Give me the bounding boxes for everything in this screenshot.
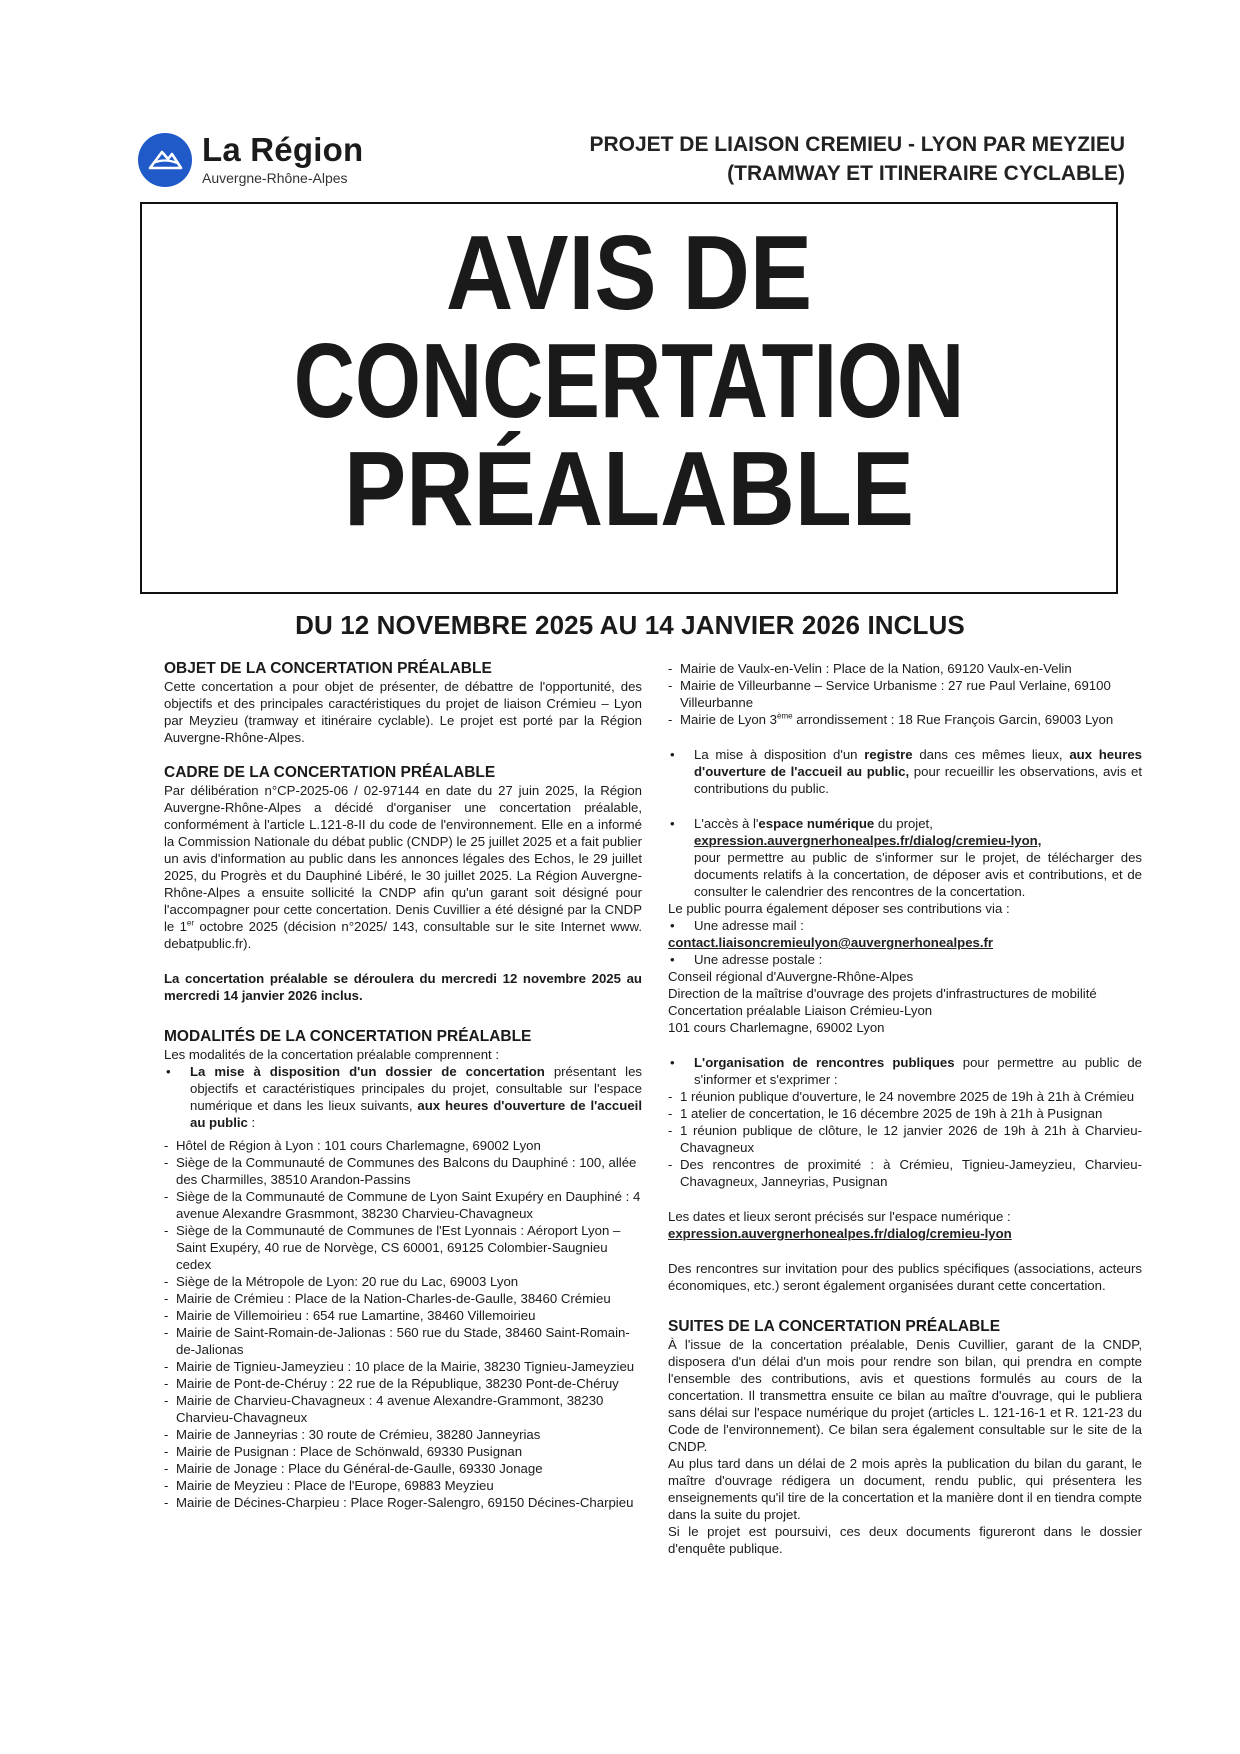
modalites-intro: Les modalités de la concertation préalable comprennent : [164, 1047, 500, 1062]
place-item: - Mairie de Pont-de-Chéruy : 22 rue de la République, 38230 Pont-de-Chéruy [164, 1376, 619, 1391]
places-list-lyon [668, 711, 1142, 728]
logo-title: La Région [202, 131, 364, 168]
place-item: - Mairie de Tignieu-Jameyzieu : 10 place de la Mairie, 38230 Tignieu-Jameyzieu [164, 1359, 635, 1374]
objet-heading: OBJET DE LA CONCERTATION PRÉALABLE [164, 660, 492, 677]
place-item: - Siège de la Communauté de Commune de Lyon Saint Exupéry en Dauphiné : 4 avenue Alexandre Grasmmont, 38230 Charvieu-Chavagneux [164, 1189, 641, 1221]
place-item: - Siège de la Communauté de Communes des Balcons du Dauphiné : 100, allée des Charmilles, 38510 Arandon-Passins [164, 1155, 637, 1187]
suites-paragraph-1: À l'issue de la concertation préalable, Denis Cuvillier, garant de la CNDP, disposera d'un délai d'un mois pour rendre son bilan, qui prendra en compte l'ensemble des contributions, avis et questions formulés au cours de la concertation. Il transmettra ensuite ce bilan au maître d'ouvrage, qui le publiera sans délai sur l'espace numérique du projet (articles L. 121-16-1 et R. 121-23 du Code de l'environnement). Ce bilan sera également consultable sur le site de la CNDP. [668, 1337, 1142, 1454]
place-item: - Mairie de Villemoirieu : 654 rue Lamartine, 38460 Villemoirieu [164, 1308, 536, 1323]
suites-paragraph-3: Si le projet est poursuivi, ces deux documents figureront dans le dossier d'enquête publique. [668, 1524, 1142, 1556]
rencontres-bullet: • L'organisation de rencontres publiques pour permettre au public de s'informer et s'exprimer : [670, 1055, 1142, 1087]
place-item: - Mairie de Janneyrias : 30 route de Crémieu, 38280 Janneyrias [164, 1427, 541, 1442]
postal-line: Conseil régional d'Auvergne-Rhône-Alpes [668, 969, 914, 984]
headline-line-2: CONCERTATION [293, 322, 965, 440]
headline-line-3: PRÉALABLE [343, 430, 915, 548]
postal-line: 101 cours Charlemagne, 69002 Lyon [668, 1020, 885, 1035]
place-item: - Mairie de Crémieu : Place de la Nation-Charles-de-Gaulle, 38460 Crémieu [164, 1291, 611, 1306]
place-item: - Siège de la Communauté de Communes de l'Est Lyonnais : Aéroport Lyon – Saint Exupéry, 40 rue de Norvège, CS 60001, 69125 Colombier-Saugnieu cedex [164, 1223, 621, 1272]
places-list-right [668, 660, 1142, 711]
project-title-line-1: PROJET DE LIAISON CREMIEU - LYON PAR MEYZIEU [589, 133, 1125, 156]
dossier-bullet: • La mise à disposition d'un dossier de concertation présentant les objectifs et caractéristiques principales du projet, consultable sur l'espace numérique et dans les lieux suivants, aux heures d'ouverture de l'accueil au public : [166, 1064, 642, 1130]
postal-bullet: • Une adresse postale : [670, 952, 823, 967]
rencontres-list [668, 1088, 1142, 1190]
deposer-text: Le public pourra également déposer ses contributions via : [668, 901, 1010, 916]
place-item: - Mairie de Jonage : Place du Général-de-Gaulle, 69330 Jonage [164, 1461, 543, 1476]
registre-bullet: • La mise à disposition d'un registre dans ces mêmes lieux, aux heures d'ouverture de l'accueil au public, pour recueillir les observations, avis et contributions du public. [670, 747, 1142, 796]
cadre-text: Par délibération n°CP-2025-06 / 02-97144 en date du 27 juin 2025, la Région Auvergne-Rhône-Alpes a décidé d'organiser une concertation préalable, conformément à l'article L.121-8-II du code de l'environnement. Elle en a informé la Commission Nationale du débat public (CNDP) le 25 juillet 2025 et a fait publier un avis d'information au public dans les annonces légales des Echos, le 29 juillet 2025, du Progrès et du Dauphiné Libéré, le 30 juillet 2025. La Région Auvergne-Rhône-Alpes a ensuite sollicité la CNDP afin qu'un garant soit désigné pour l'accompagner pour cette concertation. Denis Cuvillier a été désigné par la CNDP le 1er octobre 2025 (décision n°2025/ 143, consultable sur le site Internet www. debatpublic.fr). [164, 783, 642, 951]
right-column [668, 660, 1142, 1557]
place-item: - Siège de la Métropole de Lyon: 20 rue du Lac, 69003 Lyon [164, 1274, 519, 1289]
objet-text: Cette concertation a pour objet de présenter, de débattre de l'opportunité, des objectifs et des principales caractéristiques du projet de liaison Crémieu – Lyon par Meyzieu (tramway et itinéraire cyclable). Le projet est porté par la Région Auvergne-Rhône-Alpes. [164, 679, 642, 745]
bullet-symbol: • [166, 1064, 171, 1079]
places-list-left [164, 1137, 642, 1511]
place-item: - Mairie de Meyzieu : Place de l'Europe, 69883 Meyzieu [164, 1478, 494, 1493]
suites-heading: SUITES DE LA CONCERTATION PRÉALABLE [668, 1318, 1001, 1335]
project-title [545, 130, 1125, 188]
rencontre-item: - Des rencontres de proximité : à Crémieu, Tignieu-Jameyzieu, Charvieu-Chavagneux, Janneyrias, Pusignan [668, 1157, 1142, 1189]
postal-line: Concertation préalable Liaison Crémieu-Lyon [668, 1003, 933, 1018]
cadre-period: La concertation préalable se déroulera du mercredi 12 novembre 2025 au mercredi 14 janvier 2026 inclus. [164, 971, 642, 1003]
modalites-heading: MODALITÉS DE LA CONCERTATION PRÉALABLE [164, 1028, 532, 1045]
concertation-dates: DU 12 NOVEMBRE 2025 AU 14 JANVIER 2026 INCLUS [295, 610, 965, 640]
espace-numerique-bullet: • L'accès à l'espace numérique du projet, expression.auvergnerhonealpes.fr/dialog/cremieu-lyon, pour permettre au public de s'informer sur le projet, de télécharger des documents relatifs à la concertation, de déposer avis et contributions, et de consulter le calendrier des rencontres de la concertation. [670, 816, 1142, 899]
place-item: - Hôtel de Région à Lyon : 101 cours Charlemagne, 69002 Lyon [164, 1138, 541, 1153]
contact-email-link[interactable]: contact.liaisoncremieulyon@auvergnerhonealpes.fr [668, 935, 994, 950]
place-item: - Mairie de Charvieu-Chavagneux : 4 avenue Alexandre-Grammont, 38230 Charvieu-Chavagneux [164, 1393, 604, 1425]
dates-lieux-text: Les dates et lieux seront précisés sur l'espace numérique : [668, 1209, 1011, 1224]
rencontre-item: - 1 réunion publique de clôture, le 12 janvier 2026 de 19h à 21h à Charvieu-Chavagneux [668, 1123, 1142, 1155]
place-item: - Mairie de Villeurbanne – Service Urbanisme : 27 rue Paul Verlaine, 69100 Villeurbanne [668, 678, 1111, 710]
rencontre-item: - 1 réunion publique d'ouverture, le 24 novembre 2025 de 19h à 21h à Crémieu [668, 1089, 1135, 1104]
dates-lieux-link[interactable]: expression.auvergnerhonealpes.fr/dialog/cremieu-lyon [668, 1226, 1012, 1241]
place-item: - Mairie de Saint-Romain-de-Jalionas : 560 rue du Stade, 38460 Saint-Romain-de-Jalionas [164, 1325, 630, 1357]
logo-subtitle: Auvergne-Rhône-Alpes [202, 170, 348, 186]
place-item: - Mairie de Pusignan : Place de Schönwald, 69330 Pusignan [164, 1444, 523, 1459]
place-item: - Mairie de Vaulx-en-Velin : Place de la Nation, 69120 Vaulx-en-Velin [668, 661, 1072, 676]
suites-paragraph-2: Au plus tard dans un délai de 2 mois après la publication du bilan du garant, le maître d'ouvrage rédigera un document, rendu public, qui présentera les enseignements qu'il tire de la concertation et la manière dont il en tiendra compte dans la suite du projet. [668, 1456, 1142, 1522]
espace-numerique-link[interactable]: expression.auvergnerhonealpes.fr/dialog/cremieu-lyon, [694, 833, 1042, 848]
headline-line-1: AVIS DE [445, 214, 813, 332]
postal-line: Direction de la maîtrise d'ouvrage des projets d'infrastructures de mobilité [668, 986, 1097, 1001]
headline-box [140, 202, 1118, 594]
place-item: - Mairie de Décines-Charpieu : Place Roger-Salengro, 69150 Décines-Charpieu [164, 1495, 634, 1510]
postal-address [668, 968, 1142, 1036]
region-logo-mark-icon [137, 132, 193, 188]
project-title-line-2: (TRAMWAY ET ITINERAIRE CYCLABLE) [727, 162, 1125, 185]
left-column [164, 660, 642, 1511]
region-logo [137, 132, 363, 188]
cadre-heading: CADRE DE LA CONCERTATION PRÉALABLE [164, 764, 496, 781]
mail-bullet: • Une adresse mail : [670, 918, 804, 933]
invitation-text: Des rencontres sur invitation pour des publics spécifiques (associations, acteurs économiques, etc.) seront également organisées durant cette concertation. [668, 1261, 1142, 1293]
rencontre-item: - 1 atelier de concertation, le 16 décembre 2025 de 19h à 21h à Pusignan [668, 1106, 1103, 1121]
place-item-lyon: - Mairie de Lyon 3ème arrondissement : 18 Rue François Garcin, 69003 Lyon [668, 711, 1114, 727]
